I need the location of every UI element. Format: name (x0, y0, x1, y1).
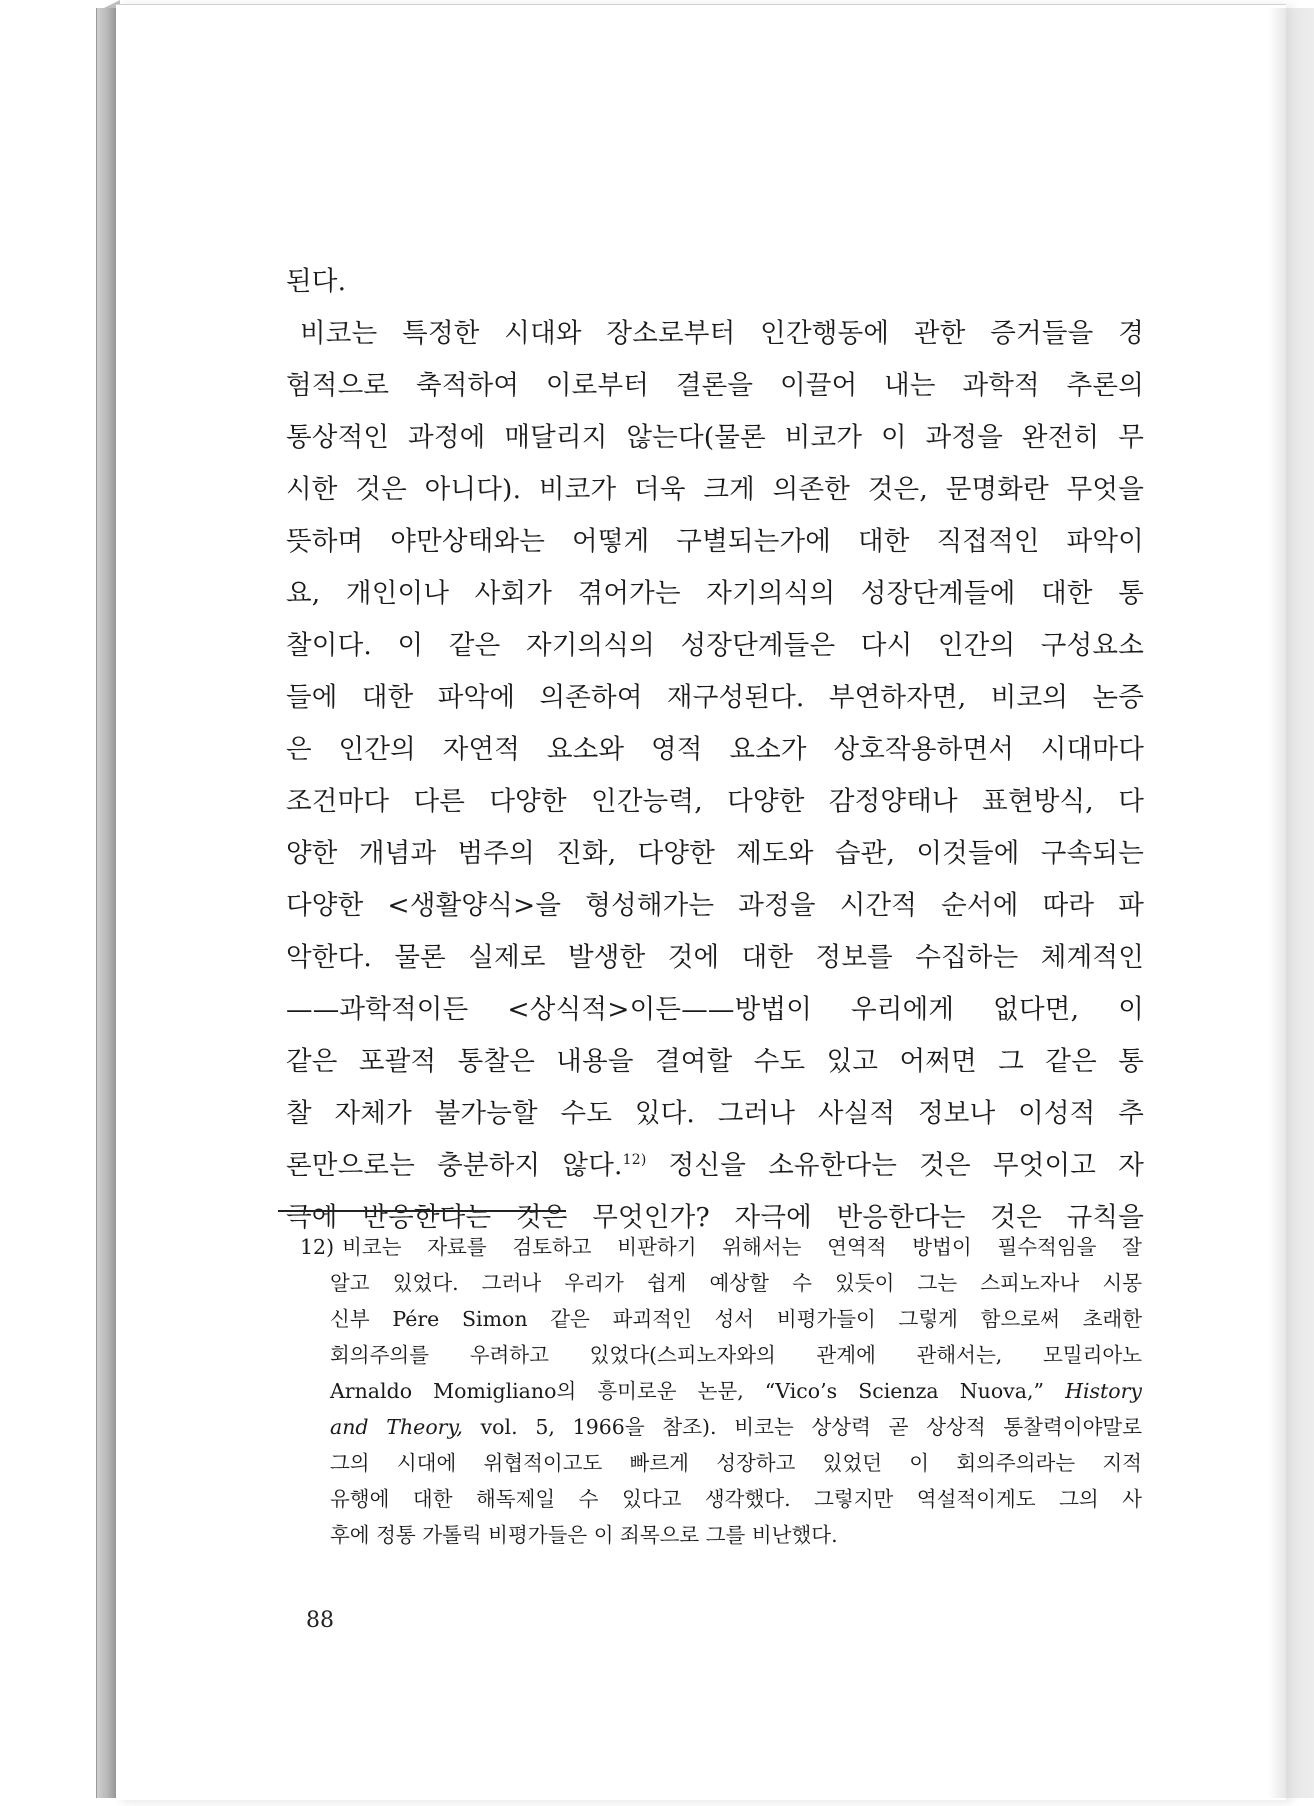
text-segment: Arnaldo Momigliano의 흥미로운 논문, “Vico’s Scienza Nuova,” (330, 1379, 1044, 1403)
italic-title: and Theory, (330, 1415, 463, 1439)
page-curl-shadow (1268, 8, 1314, 1798)
text-line: 통상적인 과정에 매달리지 않는다(물론 비코가 이 과정을 완전히 무 (286, 422, 1144, 453)
footnote-number: 12) (300, 1235, 335, 1259)
footnote-reference[interactable]: 12) (622, 1152, 647, 1169)
text-line: 찰 자체가 불가능할 수도 있다. 그러나 사실적 정보나 이성적 추 (286, 1098, 1144, 1129)
footnote-line: 유행에 대한 해독제일 수 있다고 생각했다. 그렇지만 역설적이게도 그의 사 (330, 1487, 1142, 1511)
text-line: 극에 반응한다는 것은 무엇인가? 자극에 반응한다는 것은 규칙을 (286, 1202, 1144, 1233)
text-line (286, 1146, 1144, 1186)
text-line: 조건마다 다른 다양한 인간능력, 다양한 감정양태나 표현방식, 다 (286, 786, 1144, 817)
footnote-line: 신부 Pére Simon 같은 파괴적인 성서 비평가들이 그렇게 함으로써 초래한 (330, 1307, 1142, 1331)
text-line: 된다. (286, 266, 347, 297)
footnote-divider (278, 1210, 566, 1212)
footnote-line: 그의 시대에 위협적이고도 빠르게 성장하고 있었던 이 회의주의라는 지적 (330, 1451, 1142, 1475)
text-line: 시한 것은 아니다). 비코가 더욱 크게 의존한 것은, 문명화란 무엇을 (286, 474, 1144, 505)
text-line: 같은 포괄적 통찰은 내용을 결여할 수도 있고 어쩌면 그 같은 통 (286, 1046, 1144, 1077)
text-line: 다양한 <생활양식>을 형성해가는 과정을 시간적 순서에 따라 파 (286, 890, 1144, 921)
text-line: 은 인간의 자연적 요소와 영적 요소가 상호작용하면서 시대마다 (286, 734, 1144, 765)
text-line: 들에 대한 파악에 의존하여 재구성된다. 부연하자면, 비코의 논증 (286, 682, 1144, 713)
text-line: 험적으로 축적하여 이로부터 결론을 이끌어 내는 과학적 추론의 (286, 370, 1144, 401)
text-line: 양한 개념과 범주의 진화, 다양한 제도와 습관, 이것들에 구속되는 (286, 838, 1144, 869)
text-line: 악한다. 물론 실제로 발생한 것에 대한 정보를 수집하는 체계적인 (286, 942, 1144, 973)
text-line: 뜻하며 야만상태와는 어떻게 구별되는가에 대한 직접적인 파악이 (286, 526, 1144, 557)
italic-title: History (1065, 1379, 1142, 1403)
text-line: 비코는 특정한 시대와 장소로부터 인간행동에 관한 증거들을 경 (300, 318, 1144, 349)
text-segment: vol. 5, 1966을 참조). 비코는 상상력 곧 상상적 통찰력이야말로 (462, 1415, 1142, 1439)
text-line: 요, 개인이나 사회가 겪어가는 자기의식의 성장단계들에 대한 통 (286, 578, 1144, 609)
text-line: 찰이다. 이 같은 자기의식의 성장단계들은 다시 인간의 구성요소 (286, 630, 1144, 661)
text-segment: 정신을 소유한다는 것은 무엇이고 자 (646, 1150, 1144, 1181)
text-segment: 론만으로는 충분하지 않다. (286, 1150, 623, 1181)
footnote-line (330, 1410, 1142, 1444)
footnote-line (300, 1230, 1142, 1264)
text-segment: 비코는 자료를 검토하고 비판하기 위해서는 연역적 방법이 필수적임을 잘 (342, 1235, 1142, 1259)
footnote-line: 후에 정통 가톨릭 비평가들은 이 죄목으로 그를 비난했다. (330, 1523, 838, 1547)
footnote-line: 회의주의를 우려하고 있었다(스피노자와의 관계에 관해서는, 모밀리아노 (330, 1343, 1142, 1367)
footnote-line (330, 1374, 1142, 1408)
footnote-line: 알고 있었다. 그러나 우리가 쉽게 예상할 수 있듯이 그는 스피노자나 시몽 (330, 1271, 1142, 1295)
page-number: 88 (306, 1608, 334, 1633)
text-line: ——과학적이든 <상식적>이든——방법이 우리에게 없다면, 이 (286, 994, 1144, 1025)
